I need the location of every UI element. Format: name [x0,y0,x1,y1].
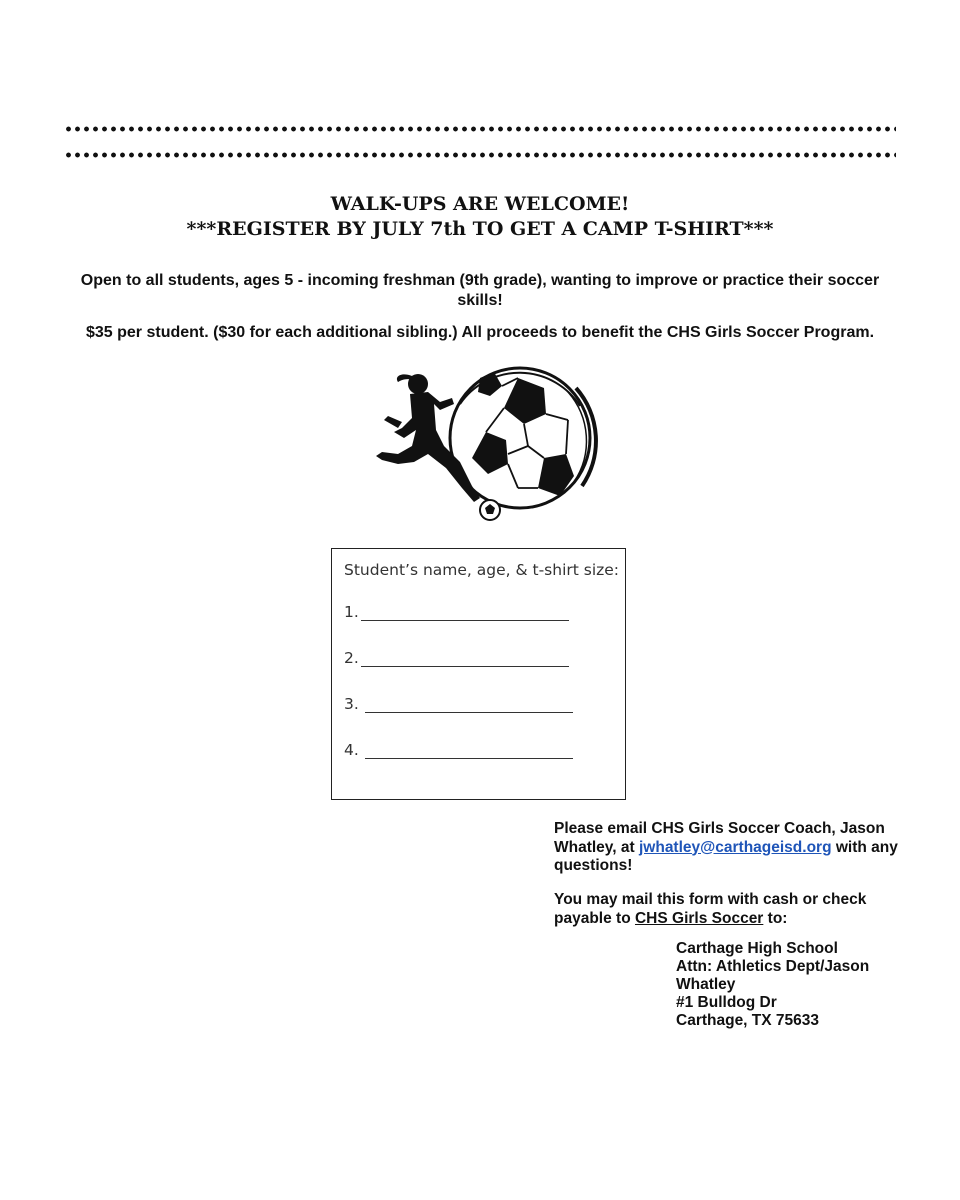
student-registration-form [331,548,626,800]
address-line: Attn: Athletics Dept/Jason Whatley [676,958,870,993]
eligibility-text: Open to all students, ages 5 - incoming freshman (9th grade), wanting to improve or practice their soccer skills! [80,272,880,309]
email-contact-text [554,820,904,876]
address-line: #1 Bulldog Dr [676,994,777,1011]
entry-blank[interactable] [365,695,573,713]
dotted-divider-top [64,126,896,132]
email-prefix: Please email CHS Girls Soccer Coach, Jason Whatley, at [554,820,885,856]
address-line: Carthage High School [676,940,838,957]
form-title: Student’s name, age, & t-shirt size: [344,561,620,579]
entry-number: 4. [344,741,359,759]
entry-number: 3. [344,695,359,713]
dotted-divider-bottom [64,152,896,158]
student-entry-line[interactable] [344,741,573,759]
entry-blank[interactable] [361,649,569,667]
coach-email-link[interactable]: jwhatley@carthageisd.org [638,838,832,856]
mail-prefix: You may mail this form with cash or check payable to [554,891,867,927]
entry-blank[interactable] [365,741,573,759]
soccer-player-with-ball-icon [368,358,598,526]
mail-instructions-text [554,891,904,928]
student-entry-line[interactable] [344,603,569,621]
mail-suffix: to: [767,909,788,927]
address-line: Carthage, TX 75633 [676,1012,820,1029]
payee-name: CHS Girls Soccer [634,909,764,927]
entry-number: 1. [344,603,359,621]
pricing-text: $35 per student. ($30 for each additional sibling.) All proceeds to benefit the CHS Girls Soccer Program. [85,324,875,341]
student-entry-line[interactable] [344,649,569,667]
small-ball-icon [480,500,500,520]
entry-number: 2. [344,649,359,667]
walkups-heading: WALK-UPS ARE WELCOME! [330,193,630,215]
student-entry-line[interactable] [344,695,573,713]
email-suffix: with any questions! [554,838,898,874]
mailing-address [676,940,926,1030]
register-deadline-heading: ***REGISTER BY JULY 7th TO GET A CAMP T-SHIRT*** [186,218,774,240]
entry-blank[interactable] [361,603,569,621]
